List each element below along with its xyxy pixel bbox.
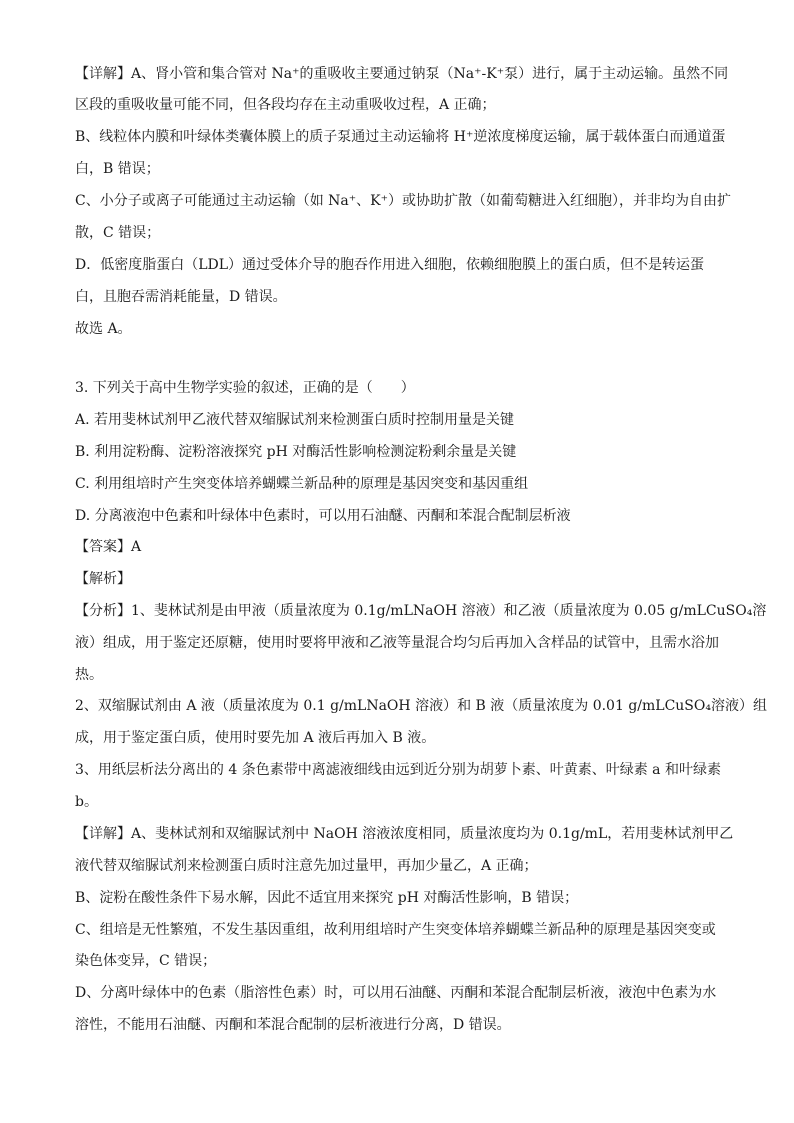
analysis-line: 2、双缩脲试剂由 A 液（质量浓度为 0.1 g/mLNaOH 溶液）和 B 液（质量浓度为 0.01 g/mLCuSO₄溶液）组 [75,698,767,714]
explanation-line: B、线粒体内膜和叶绿体类囊体膜上的质子泵通过主动运输将 H⁺逆浓度梯度运输，属于载体蛋白而通道蛋 [75,129,726,145]
explanation-line: D．低密度脂蛋白（LDL）通过受体介导的胞吞作用进入细胞，依赖细胞膜上的蛋白质，但不是转运蛋 [75,257,705,273]
detail-line: 液代替双缩脲试剂来检测蛋白质时注意先加过量甲，再加少量乙，A 正确； [75,858,538,874]
analysis-line: 【分析】1、斐林试剂是由甲液（质量浓度为 0.1g/mLNaOH 溶液）和乙液（质量浓度为 0.05 g/mLCuSO₄溶 [75,603,767,619]
explanation-line: 区段的重吸收量可能不同，但各段均存在主动重吸收过程，A 正确； [75,97,496,113]
explanation-line: 散，C 错误； [75,225,161,241]
analysis-line: 成，用于鉴定蛋白质，使用时要先加 A 液后再加入 B 液。 [75,730,436,746]
detail-line: D、分离叶绿体中的色素（脂溶性色素）时，可以用石油醚、丙酮和苯混合配制层析液，液泡中色素为水 [75,985,717,1001]
explanation-line: C、小分子或离子可能通过主动运输（如 Na⁺、K⁺）或协助扩散（如葡萄糖进入红细胞），并非均为自由扩 [75,193,731,209]
explanation-line: 白，B 错误； [75,161,160,177]
question-stem: 3. 下列关于高中生物学实验的叙述，正确的是（ ） [75,380,415,396]
answer-label: 【答案】A [75,539,142,555]
option-d: D. 分离液泡中色素和叶绿体中色素时，可以用石油醚、丙酮和苯混合配制层析液 [75,508,571,524]
option-b: B. 利用淀粉酶、淀粉溶液探究 pH 对酶活性影响检测淀粉剩余量是关键 [75,444,517,460]
analysis-line: 液）组成，用于鉴定还原糖，使用时要将甲液和乙液等量混合均匀后再加入含样品的试管中，且需水浴加 [75,635,719,651]
analysis-heading: 【解析】 [75,571,131,587]
detail-line: 溶性，不能用石油醚、丙酮和苯混合配制的层析液进行分离，D 错误。 [75,1017,511,1033]
analysis-line: 3、用纸层析法分离出的 4 条色素带中离滤液细线由远到近分别为胡萝卜素、叶黄素、叶绿素 a 和叶绿素 [75,762,721,778]
option-c: C. 利用组培时产生突变体培养蝴蝶兰新品种的原理是基因突变和基因重组 [75,476,529,492]
explanation-line: 【详解】A、肾小管和集合管对 Na⁺的重吸收主要通过钠泵（Na⁺-K⁺泵）进行，属于主动运输。虽然不同 [75,66,729,82]
analysis-line: 热。 [75,667,103,683]
detail-line: 【详解】A、斐林试剂和双缩脲试剂中 NaOH 溶液浓度相同，质量浓度均为 0.1g/mL，若用斐林试剂甲乙 [75,826,734,842]
option-a: A. 若用斐林试剂甲乙液代替双缩脲试剂来检测蛋白质时控制用量是关键 [75,412,515,428]
detail-line: 染色体变异，C 错误； [75,953,217,969]
detail-line: B、淀粉在酸性条件下易水解，因此不适宜用来探究 pH 对酶活性影响，B 错误； [75,890,579,906]
analysis-line: b。 [75,794,98,810]
detail-line: C、组培是无性繁殖，不发生基因重组，故利用组培时产生突变体培养蝴蝶兰新品种的原理是基因突变或 [75,922,716,938]
explanation-line: 白，且胞吞需消耗能量，D 错误。 [75,289,287,305]
conclusion-line: 故选 A。 [75,321,132,337]
